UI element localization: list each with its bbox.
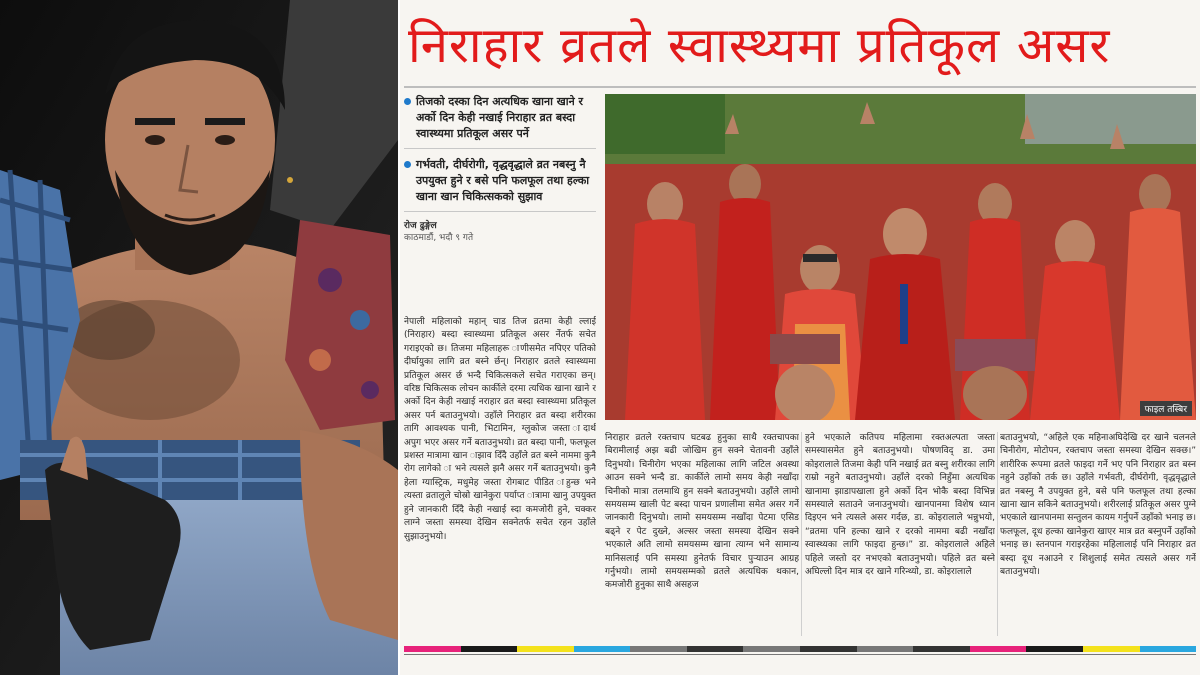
photo-credit: फाइल तस्बिर — [1140, 401, 1192, 416]
article-column: नेपाली महिलाको महान् चाड तिज व्रतमा केही ल्लाई (निराहार) बस्दा स्वास्थ्यमा प्रतिकूल असर र्नेतर्फ सचेत गराइएको छ। तिजमा महिलाहरू ाणीसमेत नपिएर पतिको दीर्घायुका लागि व्रत बस्ने र्छन्। निराहार व्रतले स्वास्थ्यमा प्रतिकूल असर र्छ भन्दै चिकित्सकले सचेत गराएका छन्। वरिष्ठ चिकित्सक लोचन कार्कीले दरमा त्यधिक खाना खाने र अर्को दिन केही नखाई नराहार व्रत बस्दा स्वास्थ्यमा प्रतिकूल असर पर्न बताउनुभयो। उहाँले निराहार व्रत बस्दा शरीरका तागि आवश्यक पानी, भिटामिन, ग्लुकोज जस्ता ादार्थ अपुग भएर असर गर्ने बताउनुभयो। व्रत बस्दा पानी, फलफूल प्रशस्त मात्रामा खान ाझाव दिँदै उहाँले व्रत बस्ने नाममा कुनै रोग लागेको ा भने त्यसले झनै असर गर्ने बताउनुभयो। कुनै हेला ग्यास्ट्रिक, मधुमेह जस्ता रोगबाट पीडित ाहुन्छ भने त्यस्ता व्रतालुले चोस्रो खानेकुरा पर्याप्त ात्रामा खानु उपयुक्त हुने जानकारी दिँदै केही नखाई स्दा कमजोरी हुने, चक्कर लाग्ने जस्ता समस्या देखिन सक्नेतर्फ सचेत रहन उहाँले सुझाउनुभयो। — [404, 317, 596, 542]
byline: रोज ढुङ्गेल — [404, 221, 437, 231]
headline-rule — [404, 86, 1196, 88]
crowd-photo — [605, 94, 1196, 420]
man-photo-illustration — [0, 0, 398, 675]
dateline: काठमाडौं, भदौ ९ गते — [404, 233, 474, 243]
summary-box — [404, 94, 596, 244]
bottom-rule — [404, 654, 1196, 655]
print-color-bar — [404, 646, 1196, 652]
article-column: निराहार व्रतले रक्तचाप घटबढ हुनुका साथै रक्तचापका बिरामीलाई अझ बढी जोखिम हुन सक्ने चेतावनी उहाँले दिनुभयो। चिनीरोग भएका महिलाका लागि जटिल अवस्था आउन सक्ने भन्दै डा. कार्कीले लामो समय केही नखाँदा चिनीको मात्रा तलमाथि हुन सक्ने बताउनुभयो। उहाँले लामो समयसम्म खाली पेट बस्दा पाचन प्रणालीमा समेत असर गर्ने जानकारी दिनुभयो। लामो समयसम्म नखाँदा पेटमा एसिड बढ्ने र पेट दुख्ने, अल्सर जस्ता समस्या देखिन सक्ने भएकाले अति लामो समयसम्म खाना त्याग्न भने सामान्य मानिसलाई पनि समस्या हुनेतर्फ विचार पुऱ्याउन आग्रह गर्नुभयो। लामो समयसम्मको व्रतले अत्यधिक थकान, कमजोरी हुनुका साथै असहज — [605, 433, 799, 591]
bullet-dot-icon — [404, 161, 411, 168]
column-divider — [801, 432, 802, 636]
women-crowd-illustration — [605, 94, 1196, 420]
bullet-dot-icon — [404, 98, 411, 105]
summary-point-text: गर्भवती, दीर्घरोगी, वृद्धवृद्धाले व्रत नबस्नु नै उपयुक्त हुने र बसे पनि फलफूल तथा हल्का खाना खान चिकित्सकको सुझाव — [416, 158, 590, 203]
summary-divider — [404, 211, 596, 212]
protest-photo — [0, 0, 398, 675]
newspaper-clipping — [400, 0, 1200, 675]
column-divider — [997, 432, 998, 636]
headline: निराहार व्रतले स्वास्थ्यमा प्रतिकूल असर — [408, 17, 1111, 74]
summary-point — [404, 157, 596, 205]
summary-point-text: तिजको दस्का दिन अत्यधिक खाना खाने र अर्को दिन केही नखाई निराहार व्रत बस्दा स्वास्थ्यमा प्रतिकूल असर पर्ने — [416, 95, 584, 140]
article-column: बताउनुभयो, “अहिले एक महिनाअघिदेखि दर खाने चलनले चिनीरोग, मोटोपन, रक्तचाप जस्ता समस्या देखिन सक्छ।” शारीरिक रूपमा व्रतले फाइदा गर्ने भए पनि निराहार व्रत बस्न नहुने उहाँको तर्क छ। उहाँले गर्भवती, दीर्घरोगी, वृद्धवृद्धाले व्रत नबस्नु नै उपयुक्त हुने, बसे पनि फलफूल तथा हल्का खाना खान सकिने बताउनुभयो। शरीरलाई प्रतिकूल असर पुग्ने भएकाले खानपानमा सन्तुलन कायम गर्नुपर्ने उहाँको भनाइ छ। फलफूल, दूध हल्का खानेकुरा खाएर मात्र व्रत बस्नुपर्ने उहाँको भनाइ छ। स्तनपान गराइरहेका महिलालाई पनि निराहार व्रत बस्दा दूध नआउने र शिशुलाई समेत त्यसले असर गर्ने बताउनुभयो। — [1000, 433, 1196, 578]
article-column: हुने भएकाले कतिपय महिलामा रक्तअल्पता जस्ता समस्यासमेत हुने बताउनुभयो। पोषणविद् डा. उमा कोइरालाले तिजमा केही पनि नखाई व्रत बस्नु शरीरका लागि राम्रो नहुने बताउनुभयो। उहाँले दरको निहुँमा अत्यधिक खानामा झाडापखाला हुने अर्को दिन भोकै बस्दा विभिन्न समस्याले सताउने जनाउनुभयो। खानपानमा विशेष ध्यान दिइएन भने त्यसले असर गर्दछ, डा. कोइरालाले भन्नुभयो, “व्रतमा पनि हल्का खाने र दरको नाममा बढी नखाँदा स्वास्थ्यका लागि फाइदा हुन्छ।” डा. कोइरालाले अहिले पहिले जस्तो दर नभएको बताउनुभयो। पहिले व्रत बस्ने अघिल्लो दिन मात्र दर खाने गरिन्थ्यो, डा. कोइरालाले — [805, 433, 995, 578]
summary-point — [404, 94, 596, 142]
summary-divider — [404, 148, 596, 149]
